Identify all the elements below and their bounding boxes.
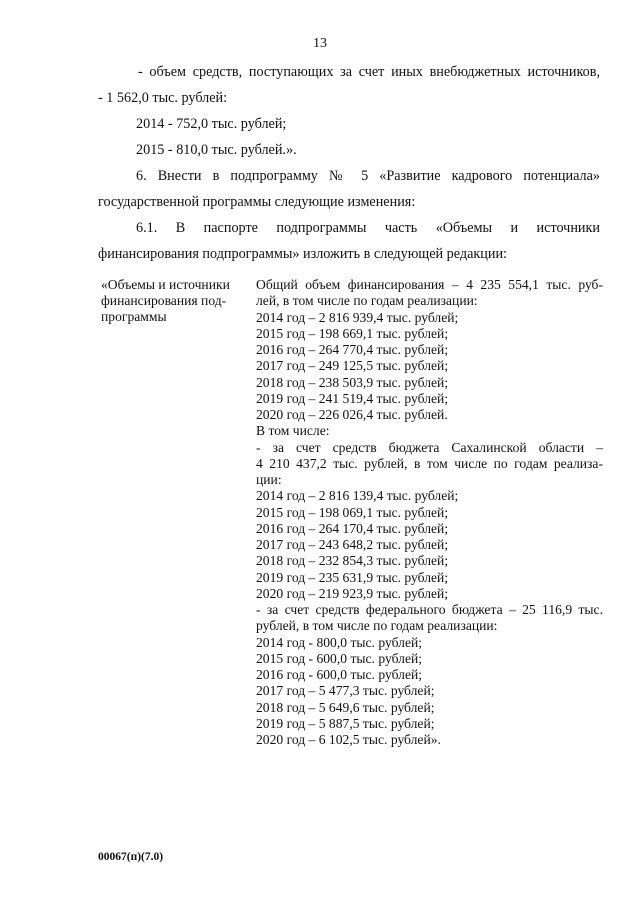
paragraph-item-6-cont: государственной программы следующие изменения: <box>98 194 416 210</box>
paragraph-2015-amount: 2015 - 810,0 тыс. рублей.». <box>136 142 297 158</box>
paragraph-other-sources: - объем средств, поступающих за счет иных внебюджетных источников, <box>138 64 600 80</box>
table-content-line: 2019 год – 235 631,9 тыс. рублей; <box>256 569 449 585</box>
paragraph-item-6-1-cont: финансирования подпрограммы» изложить в следующей редакции: <box>98 246 507 262</box>
table-content-line: ции: <box>256 472 282 487</box>
table-content-line: 4 210 437,2 тыс. рублей, в том числе по годам реализа- <box>256 455 603 471</box>
table-label-line: программы <box>101 309 167 324</box>
table-content-line: 2014 год - 800,0 тыс. рублей; <box>256 634 423 650</box>
table-content-line: 2020 год – 226 026,4 тыс. рублей. <box>256 407 448 422</box>
table-content-line: В том числе: <box>256 423 330 439</box>
passport-table-label <box>101 277 251 325</box>
table-content-line: 2020 год – 6 102,5 тыс. рублей». <box>256 732 441 747</box>
paragraph-item-6: 6. Внести в подпрограмму № 5 «Развитие кадрового потенциала» <box>136 168 600 184</box>
passport-table-content <box>256 277 603 748</box>
table-content-line: - за счет средств федерального бюджета – 25 116,9 тыс. <box>256 602 603 617</box>
table-content-line: 2016 год – 264 770,4 тыс. рублей; <box>256 342 449 357</box>
table-content-line: 2020 год – 219 923,9 тыс. рублей; <box>256 585 449 601</box>
table-content-line: 2016 год – 264 170,4 тыс. рублей; <box>256 520 449 536</box>
table-content-line: 2015 год – 198 669,1 тыс. рублей; <box>256 325 449 341</box>
table-content-line: 2018 год – 232 854,3 тыс. рублей; <box>256 553 449 569</box>
table-content-line: 2018 год – 5 649,6 тыс. рублей; <box>256 699 435 715</box>
page-number: 13 <box>313 36 327 51</box>
table-content-line: 2015 год – 198 069,1 тыс. рублей; <box>256 504 449 520</box>
table-content-line: 2014 год – 2 816 939,4 тыс. рублей; <box>256 309 459 325</box>
table-content-line: 2019 год – 5 887,5 тыс. рублей; <box>256 715 435 731</box>
table-content-line: 2018 год – 238 503,9 тыс. рублей; <box>256 374 449 390</box>
table-label-line: финансирования под- <box>101 293 227 308</box>
table-content-line: рублей, в том числе по годам реализации: <box>256 618 498 634</box>
table-label-line: «Объемы и источники <box>101 277 230 292</box>
paragraph-2014-amount: 2014 - 752,0 тыс. рублей; <box>136 116 287 132</box>
table-content-line: 2017 год – 5 477,3 тыс. рублей; <box>256 683 435 699</box>
paragraph-other-sources-amount: - 1 562,0 тыс. рублей: <box>98 90 228 106</box>
document-code: 00067(п)(7.0) <box>98 851 164 863</box>
table-content-line: лей, в том числе по годам реализации: <box>256 293 478 309</box>
table-content-line: Общий объем финансирования – 4 235 554,1 тыс. руб- <box>256 277 603 292</box>
table-content-line: 2015 год - 600,0 тыс. рублей; <box>256 650 423 666</box>
table-content-line: - за счет средств бюджета Сахалинской области – <box>256 439 603 455</box>
paragraph-item-6-1: 6.1. В паспорте подпрограммы часть «Объемы и источники <box>136 220 600 236</box>
table-content-line: 2019 год – 241 519,4 тыс. рублей; <box>256 390 449 406</box>
table-content-line: 2017 год – 249 125,5 тыс. рублей; <box>256 358 449 374</box>
table-content-line: 2016 год - 600,0 тыс. рублей; <box>256 667 423 682</box>
table-content-line: 2017 год – 243 648,2 тыс. рублей; <box>256 537 449 552</box>
table-content-line: 2014 год – 2 816 139,4 тыс. рублей; <box>256 488 459 504</box>
